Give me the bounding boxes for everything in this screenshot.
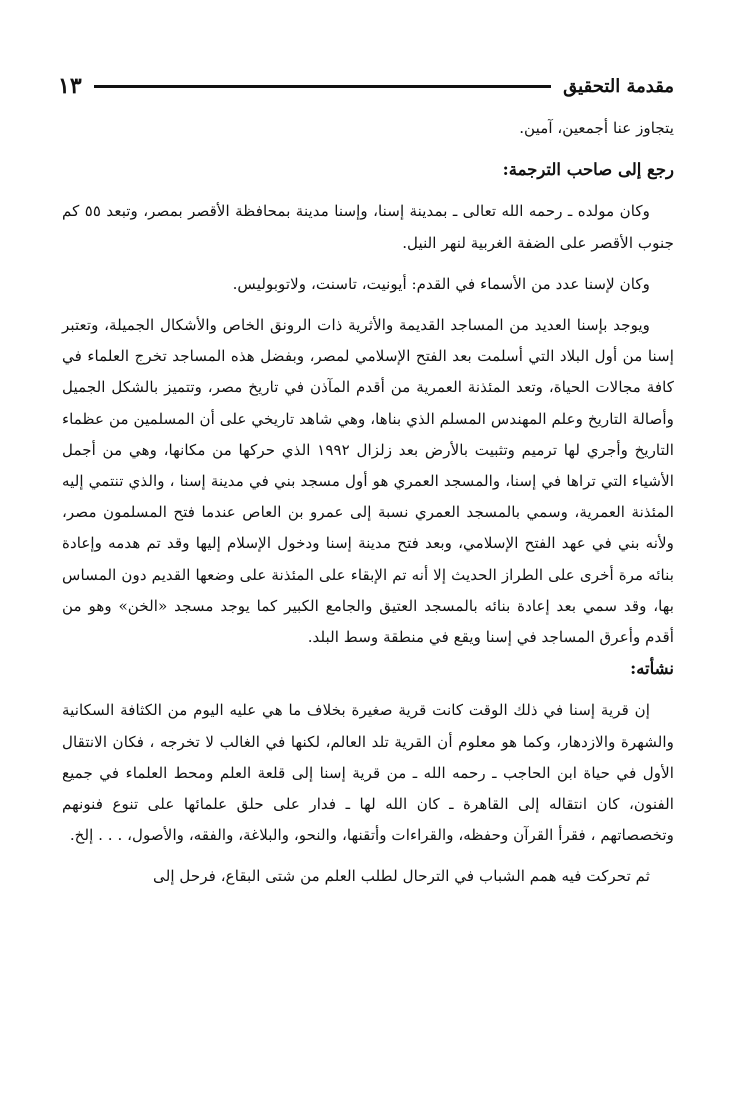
paragraph-upbringing: إن قرية إسنا في ذلك الوقت كانت قرية صغيرة بخلاف ما هي عليه اليوم من الكثافة السكانية والشهرة والازدهار، وكما هو معلوم أن القرية تلد العالم، لكنها في الغالب لا تخرجه ، فكان الانتقال الأول في حياة ابن الحاجب ـ رحمه الله ـ من قرية إسنا إلى قلعة العلم ومحط العلماء في جميع الفنون، كان انتقاله إلى القاهرة ـ كان الله لها ـ فدار على حلق علمائها على تنوع فنونهم وتخصصاتهم ، فقرأ القرآن وحفظه، والقراءات وأتقنها، والنحو، والبلاغة، والفقه، والأصول، . . . إلخ. bbox=[62, 701, 674, 845]
section-heading-back-to-subject: رجع إلى صاحب الترجمة: bbox=[502, 160, 674, 180]
page-header bbox=[58, 70, 674, 102]
paragraph-closing-prayer: يتجاوز عنا أجمعين، آمين. bbox=[519, 119, 674, 137]
paragraph-travels: ثم تحركت فيه همم الشباب في الترحال لطلب العلم من شتى البقاع، فرحل إلى bbox=[153, 867, 650, 886]
paragraph-mosques: ويوجد بإسنا العديد من المساجد القديمة والأثرية ذات الرونق الخاص والأشكال الجميلة، وتعتبر إسنا من أول البلاد التي أسلمت بعد الفتح الإسلامي لمصر، وبفضل هذه المساجد تخرج العلماء في كافة مجالات الحياة، وتعد المئذنة العمرية من أقدم المآذن في تاريخ مصر، وتتميز بالشكل الجميل وأصالة التاريخ وعلم المهندس المسلم الذي بناها، وهي شاهد تاريخي على أن المسلمين من عظماء التاريخ وأجري لها ترميم وتثبيت بالأرض بعد زلزال ١٩٩٢ الذي حركها من مكانها، وهي من أجمل الأشياء التي تراها في إسنا، والمسجد العمري هو أول مسجد بني في مدينة إسنا ، والذي تنتمي إليه المئذنة العمرية، وسمي بالمسجد العمري نسبة إلى عمرو بن العاص عندما فتح المسلمون مصر، ولأنه بني في عهد الفتح الإسلامي، وبعد فتح مدينة إسنا ودخول الإسلام إليها وقد تم هدمه وإعادة بنائه مرة أخرى على الطراز الحديث إلا أنه تم الإبقاء على المئذنة على وضعها القديم دون المساس بها، وقد سمي بعد إعادة بنائه بالمسجد العتيق والجامع الكبير كما يوجد مسجد «الخن» وهو من أقدم وأعرق المساجد في إسنا ويقع في منطقة وسط البلد. bbox=[62, 316, 674, 647]
paragraph-birthplace: وكان مولده ـ رحمه الله تعالى ـ بمدينة إسنا، وإسنا مدينة بمحافظة الأقصر بمصر، وتبعد ٥٥ كم جنوب الأقصر على الضفة الغربية لنهر النيل. bbox=[62, 202, 674, 252]
page-number: ١٣ bbox=[58, 73, 82, 99]
paragraph-ancient-names: وكان لإسنا عدد من الأسماء في القدم: أيونيت، تاسنت، ولاتوبوليس. bbox=[232, 274, 650, 293]
header-rule bbox=[94, 85, 552, 88]
running-title: مقدمة التحقيق bbox=[563, 75, 674, 97]
page-body bbox=[62, 113, 674, 893]
section-heading-upbringing: نشأته: bbox=[630, 659, 674, 679]
